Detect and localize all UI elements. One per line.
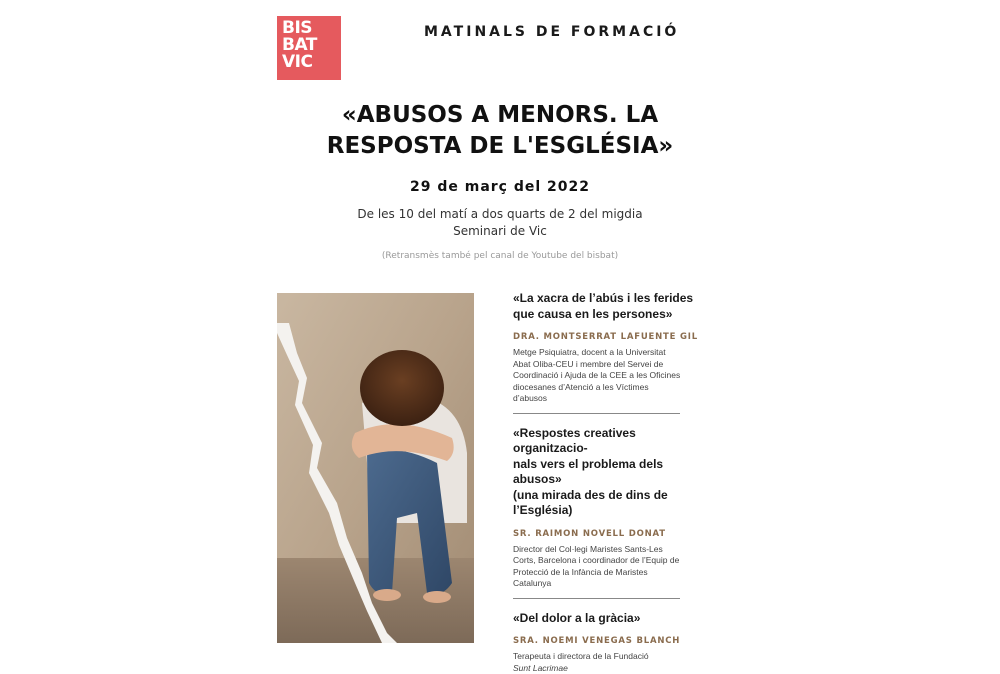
speaker-bio: Metge Psiquiatra, docent a la Universitat Abat Oliba-CEU i membre del Servei de Coordinació i Ajuda de la CEE a les Oficines diocesanes d’Atenció a les Víctimes d’abusos <box>513 347 708 405</box>
event-title: «ABUSOS A MENORS. LA RESPOSTA DE L'ESGLÉSIA» <box>280 100 720 162</box>
talk-item <box>513 611 708 674</box>
talks-list <box>513 291 708 674</box>
talk-title: «Respostes creatives organitzacio- nals vers el problema dels abusos» (una mirada des de dins de l’Església) <box>513 426 708 519</box>
event-date: 29 de març del 2022 <box>280 179 720 195</box>
speaker-name: DRA. MONTSERRAT LAFUENTE GIL <box>513 332 708 342</box>
speaker-name: SR. RAIMON NOVELL DONAT <box>513 529 708 539</box>
divider <box>513 598 680 599</box>
speaker-name: SRA. NOEMI VENEGAS BLANCH <box>513 636 708 646</box>
talk-title: «La xacra de l’abús i les ferides que causa en les persones» <box>513 291 708 322</box>
speaker-bio: Director del Col·legi Maristes Sants-Les Corts, Barcelona i coordinador de l’Equip de Protecció de la Infància de Maristes Catalunya <box>513 544 708 590</box>
event-info <box>280 206 720 240</box>
header-title: MATINALS DE FORMACIÓ <box>424 24 679 40</box>
bisbat-vic-logo: BIS BAT VIC <box>277 16 341 80</box>
speaker-bio: Terapeuta i directora de la Fundació Sunt Lacrimae <box>513 651 708 674</box>
event-location: Seminari de Vic <box>280 223 720 240</box>
talk-title: «Del dolor a la gràcia» <box>513 611 708 627</box>
event-time: De les 10 del matí a dos quarts de 2 del migdia <box>280 206 720 223</box>
talk-item <box>513 291 708 405</box>
child-photo <box>277 293 474 643</box>
divider <box>513 413 680 414</box>
broadcast-note: (Retransmès també pel canal de Youtube del bisbat) <box>280 251 720 261</box>
talk-item <box>513 426 708 590</box>
